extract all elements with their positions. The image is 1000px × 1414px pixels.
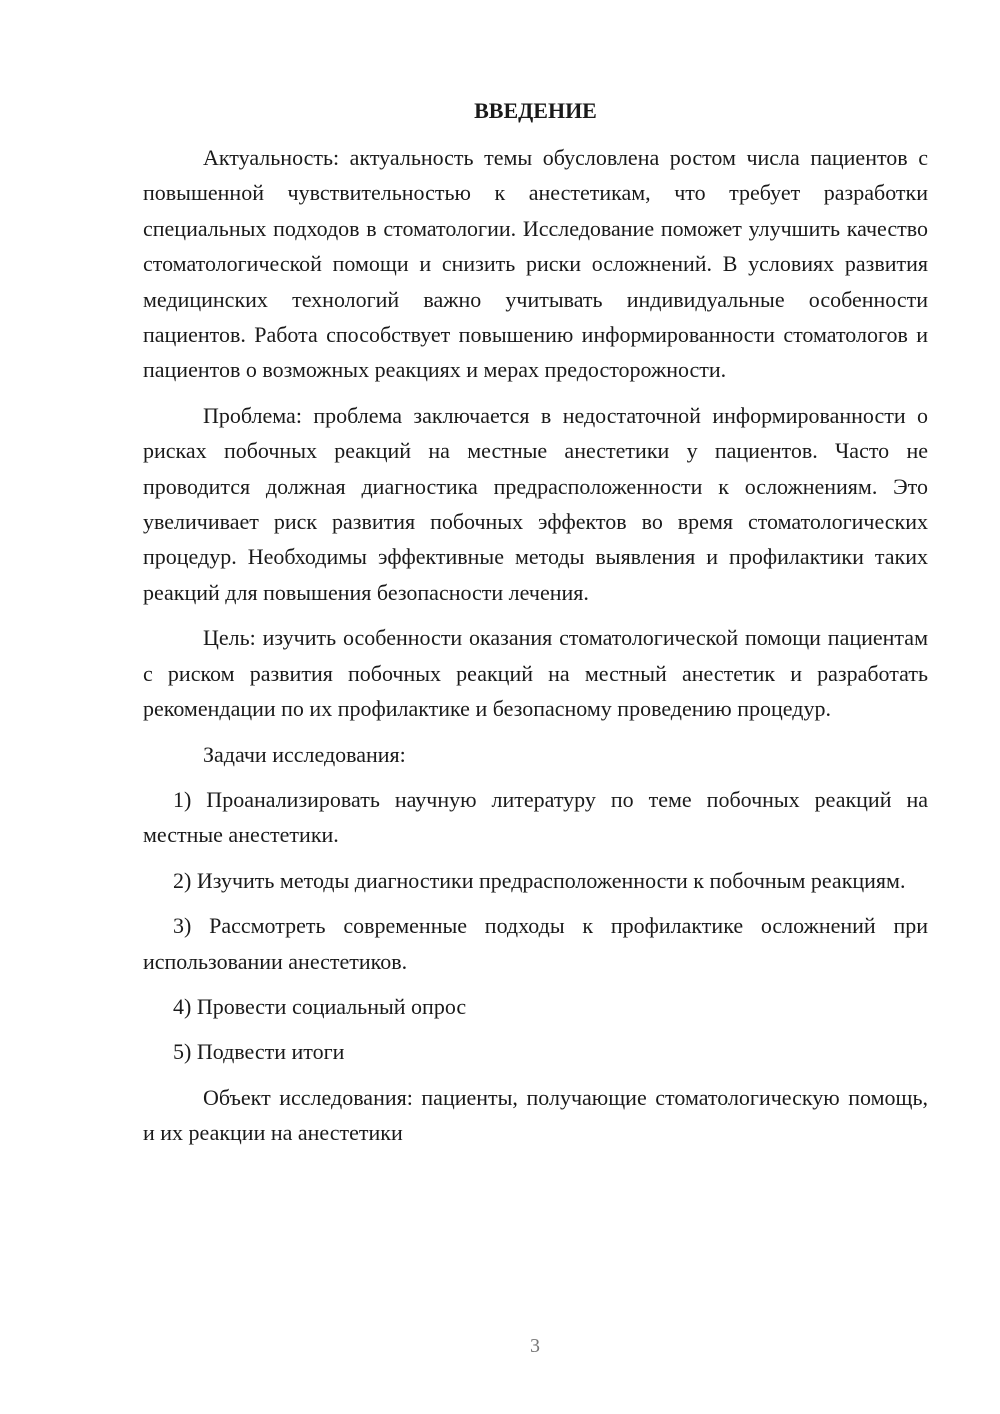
task-item-1: 1) Проанализировать научную литературу по теме побочных реакций на местные анестетики. <box>143 786 928 848</box>
task-item-4: 4) Провести социальный опрос <box>173 993 467 1019</box>
relevance-paragraph: Актуальность: актуальность темы обусловлена ростом числа пациентов с повышенной чувствительностью к анестетикам, что требует разработки специальных подходов в стоматологии. Исследование поможет улучшить качество стоматологической помощи и снизить риски осложнений. В условиях развития медицинских технологий важно учитывать индивидуальные особенности пациентов. Работа способствует повышению информированности стоматологов и пациентов о возможных реакциях и мерах предосторожности. <box>143 145 928 383</box>
task-item-5: 5) Подвести итоги <box>173 1039 345 1065</box>
page-content <box>143 96 928 1161</box>
task-item-3: 3) Рассмотреть современные подходы к профилактике осложнений при использовании анестетиков. <box>143 913 928 974</box>
page-number: 3 <box>530 1335 540 1357</box>
object-paragraph: Объект исследования: пациенты, получающие стоматологическую помощь, и их реакции на анестетики <box>143 1084 928 1146</box>
section-heading: ВВЕДЕНИЕ <box>474 98 597 123</box>
goal-paragraph: Цель: изучить особенности оказания стоматологической помощи пациентам с риском развития побочных реакций на местный анестетик и разработать рекомендации по их профилактике и безопасному проведению процедур. <box>143 625 928 722</box>
tasks-title: Задачи исследования: <box>203 741 406 767</box>
task-item-2: 2) Изучить методы диагностики предрасположенности к побочным реакциям. <box>173 867 906 893</box>
problem-paragraph: Проблема: проблема заключается в недостаточной информированности о рисках побочных реакций на местные анестетики у пациентов. Часто не проводится должная диагностика предрасположенности к осложнениям. Это увеличивает риск развития побочных эффектов во время стоматологических процедур. Необходимы эффективные методы выявления и профилактики таких реакций для повышения безопасности лечения. <box>143 402 928 605</box>
